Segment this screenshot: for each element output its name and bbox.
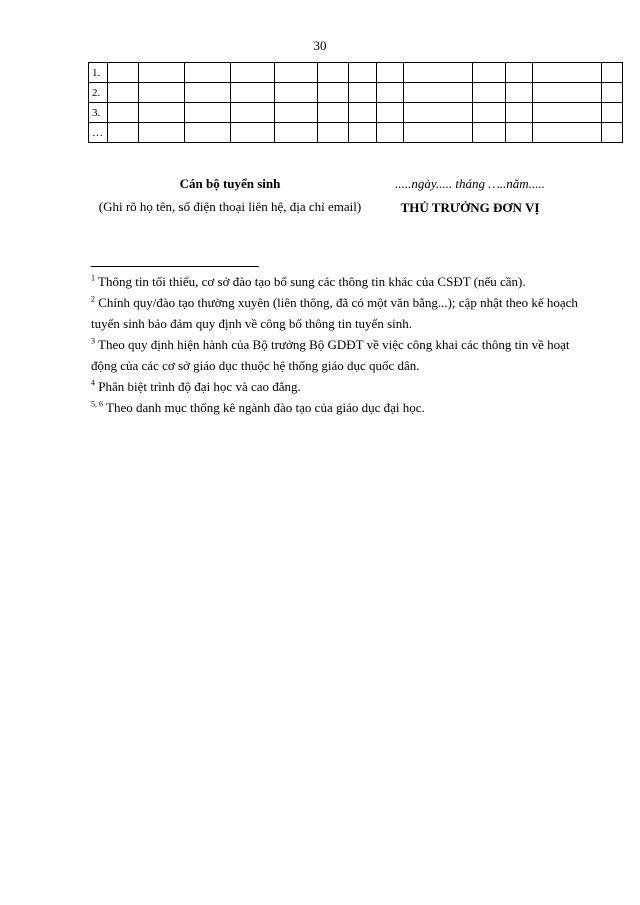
signature-right — [380, 172, 560, 220]
table-cell — [533, 123, 602, 143]
row-number-cell: … — [89, 123, 108, 143]
table-cell — [473, 83, 506, 103]
table-cell — [231, 103, 275, 123]
table-cell — [185, 123, 231, 143]
table-cell — [602, 83, 623, 103]
data-table — [88, 62, 623, 143]
table-cell — [602, 123, 623, 143]
table-cell — [473, 63, 506, 83]
table-cell — [473, 103, 506, 123]
table-cell — [139, 103, 185, 123]
table-cell — [404, 123, 473, 143]
table-row — [89, 103, 623, 123]
footnote-text: Theo danh mục thống kê ngành đào tạo của giáo dục đại học. — [106, 400, 425, 415]
footnote — [91, 397, 591, 418]
table-cell — [506, 103, 533, 123]
table-row — [89, 83, 623, 103]
footnote-text: Phân biệt trình độ đại học và cao đẳng. — [98, 379, 301, 394]
footnote-text: Chính quy/đào tạo thường xuyên (liên thông, đã có một văn bằng...); cập nhật theo kế hoạch tuyển sinh bảo đảm quy định về công bố thông tin tuyển sinh. — [91, 295, 578, 331]
footnote-mark: 5, 6 — [91, 399, 103, 409]
table-cell — [506, 83, 533, 103]
table-cell — [139, 123, 185, 143]
footnote-mark: 2 — [91, 294, 95, 304]
table-cell — [275, 103, 318, 123]
signature-left — [60, 172, 400, 218]
table-cell — [404, 103, 473, 123]
table-cell — [231, 63, 275, 83]
table-cell — [533, 63, 602, 83]
table-cell — [275, 63, 318, 83]
table-cell — [185, 63, 231, 83]
footnote — [91, 271, 591, 292]
footnotes — [91, 271, 591, 418]
footnote — [91, 376, 591, 397]
table-cell — [231, 83, 275, 103]
row-number-cell: 2. — [89, 83, 108, 103]
table-cell — [318, 123, 349, 143]
table-cell — [377, 83, 404, 103]
table-cell — [108, 123, 139, 143]
table-cell — [473, 123, 506, 143]
table-cell — [275, 123, 318, 143]
footnote-text: Thông tin tối thiểu, cơ sở đào tạo bổ sung các thông tin khác của CSĐT (nếu cần). — [98, 274, 526, 289]
row-number-cell: 3. — [89, 103, 108, 123]
table-cell — [108, 83, 139, 103]
signer-title-right: THỦ TRƯỞNG ĐƠN VỊ — [400, 200, 540, 215]
page-number: 30 — [313, 38, 327, 53]
table-cell — [602, 63, 623, 83]
footnote-text: Theo quy định hiện hành của Bộ trưởng Bộ GDĐT về việc công khai các thông tin về hoạt động của các cơ sở giáo dục thuộc hệ thống giáo dục quốc dân. — [91, 337, 570, 373]
footnote-mark: 1 — [91, 273, 95, 283]
table-cell — [349, 63, 377, 83]
table-cell — [602, 103, 623, 123]
footnote — [91, 292, 591, 334]
table-cell — [377, 103, 404, 123]
table-cell — [404, 83, 473, 103]
table-row — [89, 123, 623, 143]
signer-instructions: (Ghi rõ họ tên, số điện thoại liên hệ, địa chỉ email) — [98, 199, 362, 214]
table-cell — [533, 103, 602, 123]
table-cell — [139, 83, 185, 103]
table-cell — [349, 83, 377, 103]
table-cell — [349, 103, 377, 123]
table-cell — [318, 83, 349, 103]
table-cell — [318, 63, 349, 83]
table-cell — [231, 123, 275, 143]
table-cell — [349, 123, 377, 143]
table-cell — [108, 63, 139, 83]
table-cell — [506, 123, 533, 143]
table-cell — [185, 103, 231, 123]
footnote-mark: 3 — [91, 336, 95, 346]
table-cell — [377, 123, 404, 143]
table-row — [89, 63, 623, 83]
row-number-cell: 1. — [89, 63, 108, 83]
table-cell — [139, 63, 185, 83]
footnote — [91, 334, 591, 376]
footnote-mark: 4 — [91, 378, 95, 388]
table-cell — [506, 63, 533, 83]
signature-date-line: .....ngày..... tháng …..năm..... — [395, 176, 545, 191]
footnote-separator — [91, 266, 259, 267]
table-cell — [533, 83, 602, 103]
table-cell — [185, 83, 231, 103]
table-cell — [275, 83, 318, 103]
table-cell — [377, 63, 404, 83]
table-cell — [108, 103, 139, 123]
table-cell — [318, 103, 349, 123]
table-cell — [404, 63, 473, 83]
signer-title-left: Cán bộ tuyển sinh — [179, 176, 281, 191]
